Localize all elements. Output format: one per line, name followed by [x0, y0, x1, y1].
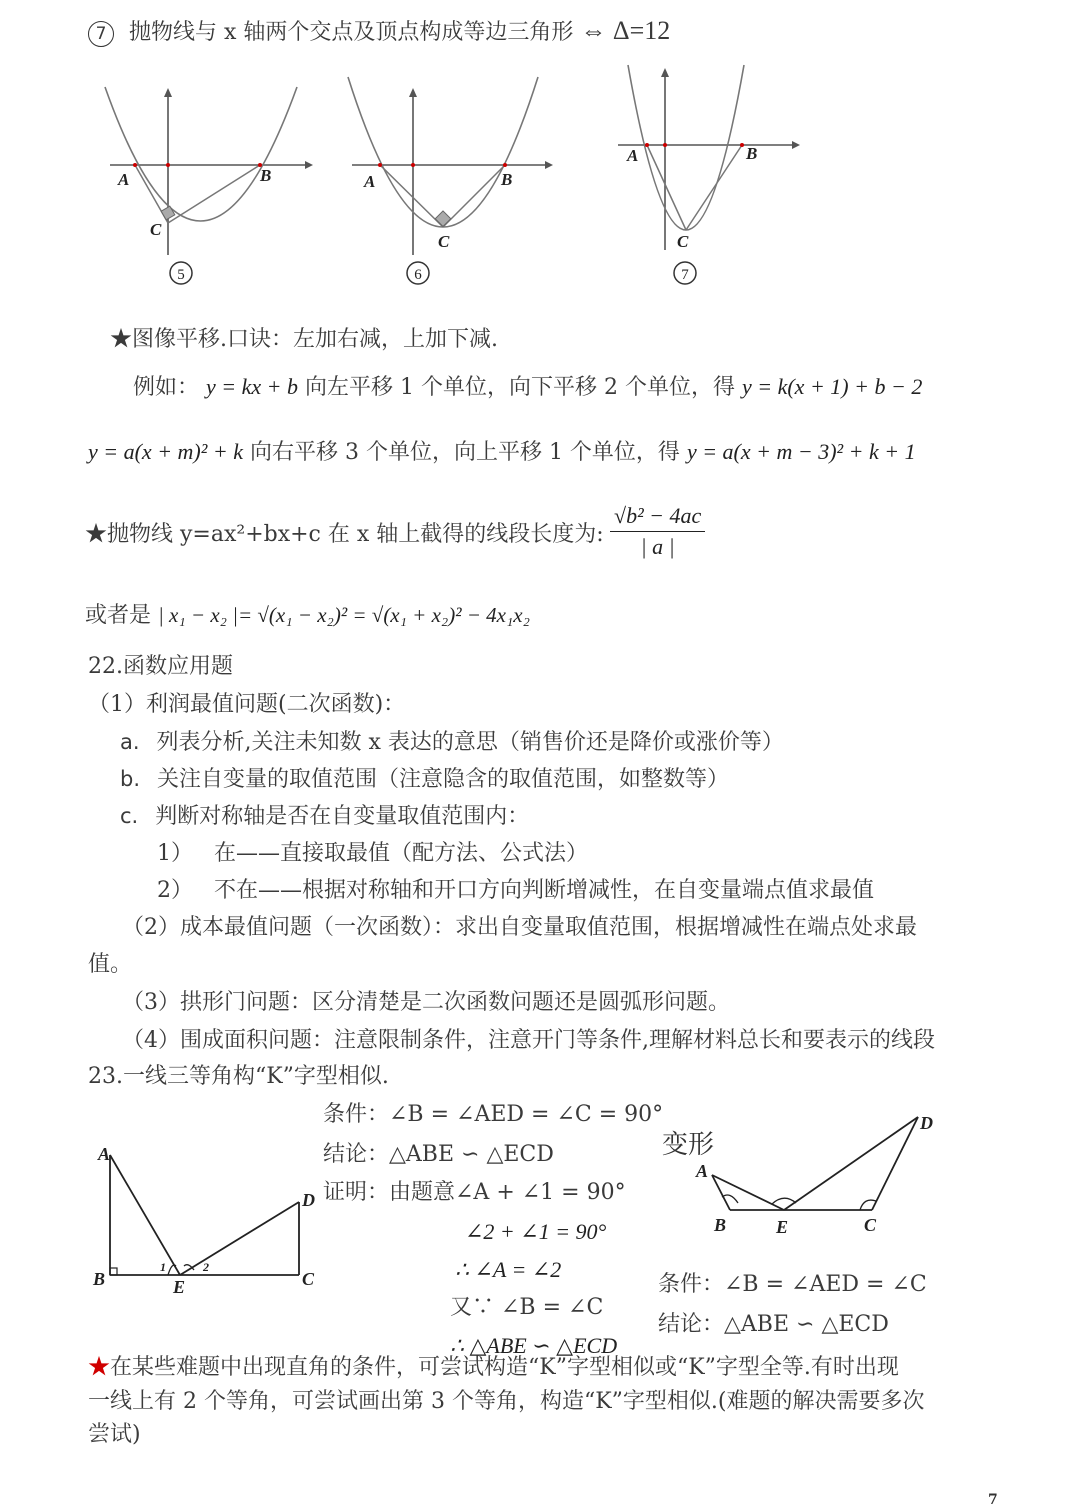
- example-prefix: 例如：: [133, 375, 200, 400]
- fig-label-C: C: [302, 1269, 315, 1289]
- section-22-item-3: （3）拱形门问题：区分清楚是二次函数问题还是圆弧形问题。: [122, 990, 730, 1015]
- fraction-numerator: √b² − 4ac: [610, 503, 705, 532]
- shift-example-2: [88, 437, 916, 468]
- fig-label-E: E: [173, 1277, 186, 1297]
- item-a: [120, 727, 784, 758]
- section-22-title: 22.函数应用题: [88, 654, 233, 679]
- k-shape-note-line-1: [88, 1353, 899, 1383]
- item-a-mark: a.: [120, 730, 140, 754]
- example-1-function: y = kx + b: [206, 374, 299, 399]
- section-22-item-2-cont: 值。: [88, 952, 133, 977]
- example-2-function: y = a(x + m)² + k: [88, 439, 243, 464]
- k-shape-note-line-3: 尝试): [88, 1422, 141, 1447]
- variant-title: 变形: [662, 1130, 715, 1160]
- red-star-icon: ★: [88, 1355, 111, 1380]
- item-c-text: 判断对称轴是否在自变量取值范围内：: [155, 804, 530, 829]
- variant-label-D: D: [920, 1113, 933, 1133]
- graph-7: [618, 65, 800, 251]
- label-C: C: [438, 232, 450, 251]
- graph-numbers: [170, 262, 696, 284]
- label-C: C: [677, 232, 689, 251]
- item-b-mark: b.: [120, 767, 141, 791]
- graph-6: [348, 77, 553, 255]
- fig-label-2: 2: [203, 1260, 209, 1274]
- label-A: A: [627, 146, 639, 165]
- example-1-text: 向左平移 1 个单位，向下平移 2 个单位，得: [305, 375, 735, 400]
- section-22-item-1: （1）利润最值问题(二次函数)：: [88, 692, 406, 717]
- segment-length-fraction: [610, 503, 705, 560]
- label-C: C: [150, 220, 162, 239]
- label-A: A: [364, 172, 376, 191]
- example-2-result: y = a(x + m − 3)² + k + 1: [686, 439, 916, 464]
- equilateral-text: 抛物线与 x 轴两个交点及顶点构成等边三角形: [129, 20, 574, 45]
- graph-7-number: 7: [681, 267, 689, 283]
- segment-length-text: ★抛物线 y=ax²+bx+c 在 x 轴上截得的线段长度为:: [85, 522, 604, 547]
- note-line-1: 在某些难题中出现直角的条件，可尝试构造“K”字型相似或“K”字型全等.有时出现: [110, 1355, 899, 1380]
- label-B: B: [260, 166, 272, 185]
- label-B: B: [746, 144, 758, 163]
- k-proof-4: 又∵ ∠B = ∠C: [450, 1295, 604, 1320]
- variant-label-C: C: [864, 1215, 877, 1235]
- k-proof-5: ∴ △ABE ∽ △ECD: [450, 1333, 618, 1358]
- fig-label-1: 1: [160, 1260, 166, 1274]
- variant-conclusion: 结论：△ABE ∽ △ECD: [658, 1312, 889, 1337]
- variant-label-B: B: [714, 1215, 727, 1235]
- shift-example-1: [133, 372, 922, 403]
- k-condition: 条件：∠B = ∠AED = ∠C = 90°: [323, 1102, 664, 1127]
- item-b-text: 关注自变量的取值范围（注意隐含的取值范围，如整数等）: [157, 767, 730, 792]
- fig-label-D: D: [302, 1190, 315, 1210]
- section-23-title: 23.一线三等角构“K”字型相似.: [88, 1064, 389, 1089]
- fig-label-A: A: [98, 1144, 111, 1164]
- graph-5-number: 5: [177, 267, 185, 283]
- item-c2-text: 不在——根据对称轴和开口方向判断增减性，在自变量端点值求最值: [214, 878, 875, 903]
- item-c: [120, 801, 529, 832]
- parabola-graphs: [80, 55, 820, 300]
- graph-5: [105, 87, 313, 255]
- shift-title: ★图像平移.口诀：左加右减，上加下减.: [110, 327, 498, 352]
- variant-label-A: A: [696, 1161, 709, 1181]
- item-c1-text: 在——直接取最值（配方法、公式法）: [214, 841, 589, 866]
- or-formula: | x₁ − x₂ |= √(x₁ − x₂)² = √(x₁ + x₂)² − 4x₁x₂: [158, 603, 530, 627]
- segment-length-line: [85, 520, 604, 550]
- k-conclusion: 结论：△ABE ∽ △ECD: [323, 1142, 554, 1167]
- label-B: B: [501, 170, 513, 189]
- item-number: 7: [88, 21, 114, 47]
- item-c1: [157, 839, 588, 869]
- item-b: [120, 764, 729, 795]
- graph-6-number: 6: [414, 267, 422, 283]
- section-22-item-2: （2）成本最值问题（一次函数）：求出自变量取值范围，根据增减性在端点处求最: [122, 915, 917, 940]
- variant-condition: 条件：∠B = ∠AED = ∠C: [658, 1272, 927, 1297]
- page-number: 7: [988, 1492, 998, 1508]
- k-proof-3: ∴ ∠A = ∠2: [455, 1257, 562, 1282]
- item-a-text: 列表分析,关注未知数 x 表达的意思（销售价还是降价或涨价等）: [156, 730, 784, 755]
- section-22-item-4: （4）围成面积问题：注意限制条件，注意开门等条件,理解材料总长和要表示的线段: [122, 1028, 935, 1053]
- item-c1-mark: 1）: [157, 841, 193, 866]
- label-A: A: [118, 170, 130, 189]
- delta-formula: ⇔ Δ=12: [580, 16, 671, 45]
- example-2-text: 向右平移 3 个单位，向上平移 1 个单位，得: [249, 440, 680, 465]
- fraction-denominator: | a |: [640, 534, 675, 559]
- k-proof-1: 证明：由题意∠A + ∠1 = 90°: [323, 1180, 626, 1205]
- k-proof-2: ∠2 + ∠1 = 90°: [465, 1219, 607, 1244]
- item-c2: [157, 876, 874, 906]
- item-c-mark: c.: [120, 804, 139, 828]
- item-c2-mark: 2）: [157, 878, 193, 903]
- segment-alt-line: [85, 600, 530, 631]
- k-shape-note-line-2: 一线上有 2 个等角，可尝试画出第 3 个等角，构造“K”字型相似.(难题的解决需要多次: [88, 1389, 925, 1414]
- or-prefix: 或者是: [85, 603, 152, 628]
- variant-label-E: E: [776, 1217, 789, 1237]
- k-shape-figure: [88, 1140, 328, 1300]
- variant-figure: [690, 1105, 950, 1240]
- fig-label-B: B: [93, 1269, 106, 1289]
- example-1-result: y = k(x + 1) + b − 2: [741, 374, 923, 399]
- equilateral-condition-line: [88, 16, 670, 48]
